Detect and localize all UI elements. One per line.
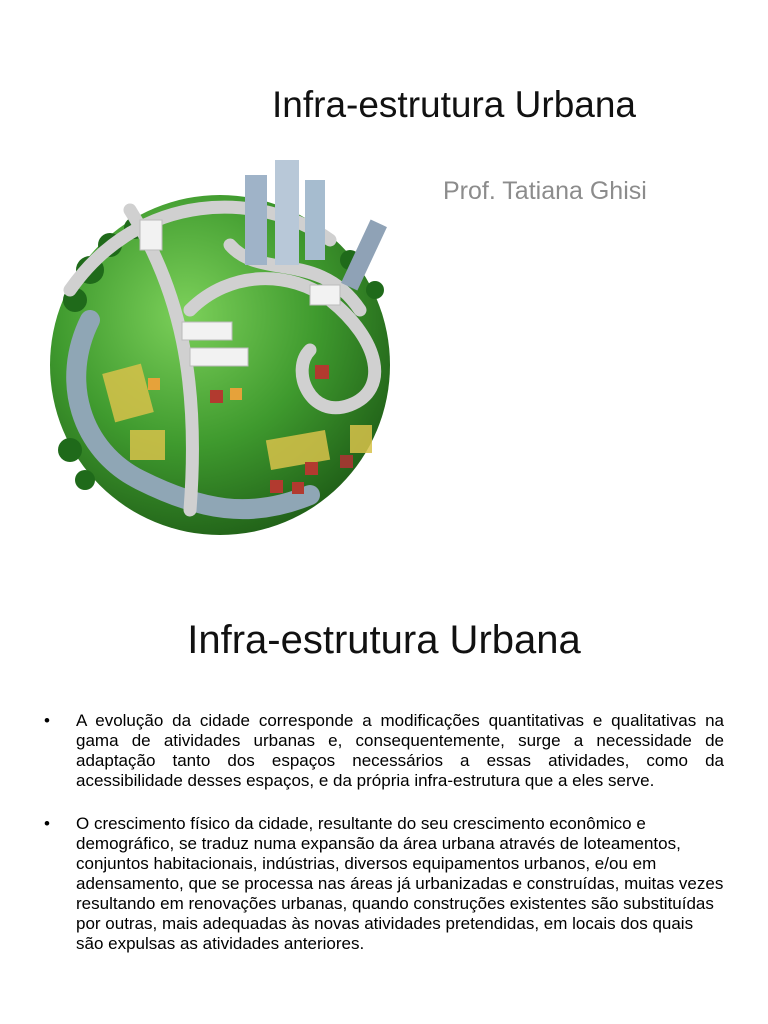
bullet-list xyxy=(44,711,724,977)
content-slide xyxy=(0,576,768,1024)
bullet-text: O crescimento físico da cidade, resultante do seu crescimento econômico e demográfico, se traduz numa expansão da área urbana através de loteamentos, conjuntos habitacionais, indústrias, diversos equipamentos urbanos, e/ou em adensamento, que se processa nas áreas já urbanizadas e construídas, muitas vezes resultando em renovações urbanas, quando construções existentes são substituídas por outras, mais adequadas às novas atividades pretendidas, em locais dos quais são expulsas as atividades anteriores. xyxy=(76,814,724,953)
slide-subtitle: Prof. Tatiana Ghisi xyxy=(443,177,647,205)
list-item xyxy=(44,711,724,791)
slide-title: Infra-estrutura Urbana xyxy=(187,618,581,662)
bullet-icon: • xyxy=(44,814,50,833)
urban-globe-illustration xyxy=(30,150,430,550)
list-item xyxy=(44,814,724,954)
bullet-text: A evolução da cidade corresponde a modificações quantitativas e qualitativas na gama de atividades urbanas e, consequentemente, surge a necessidade de adaptação tanto dos espaços necessários a essas atividades, como da acessibilidade desses espaços, e da própria infra-estrutura que a eles serve. xyxy=(76,711,724,790)
bullet-icon: • xyxy=(44,711,50,730)
slide-title: Infra-estrutura Urbana xyxy=(272,84,637,125)
